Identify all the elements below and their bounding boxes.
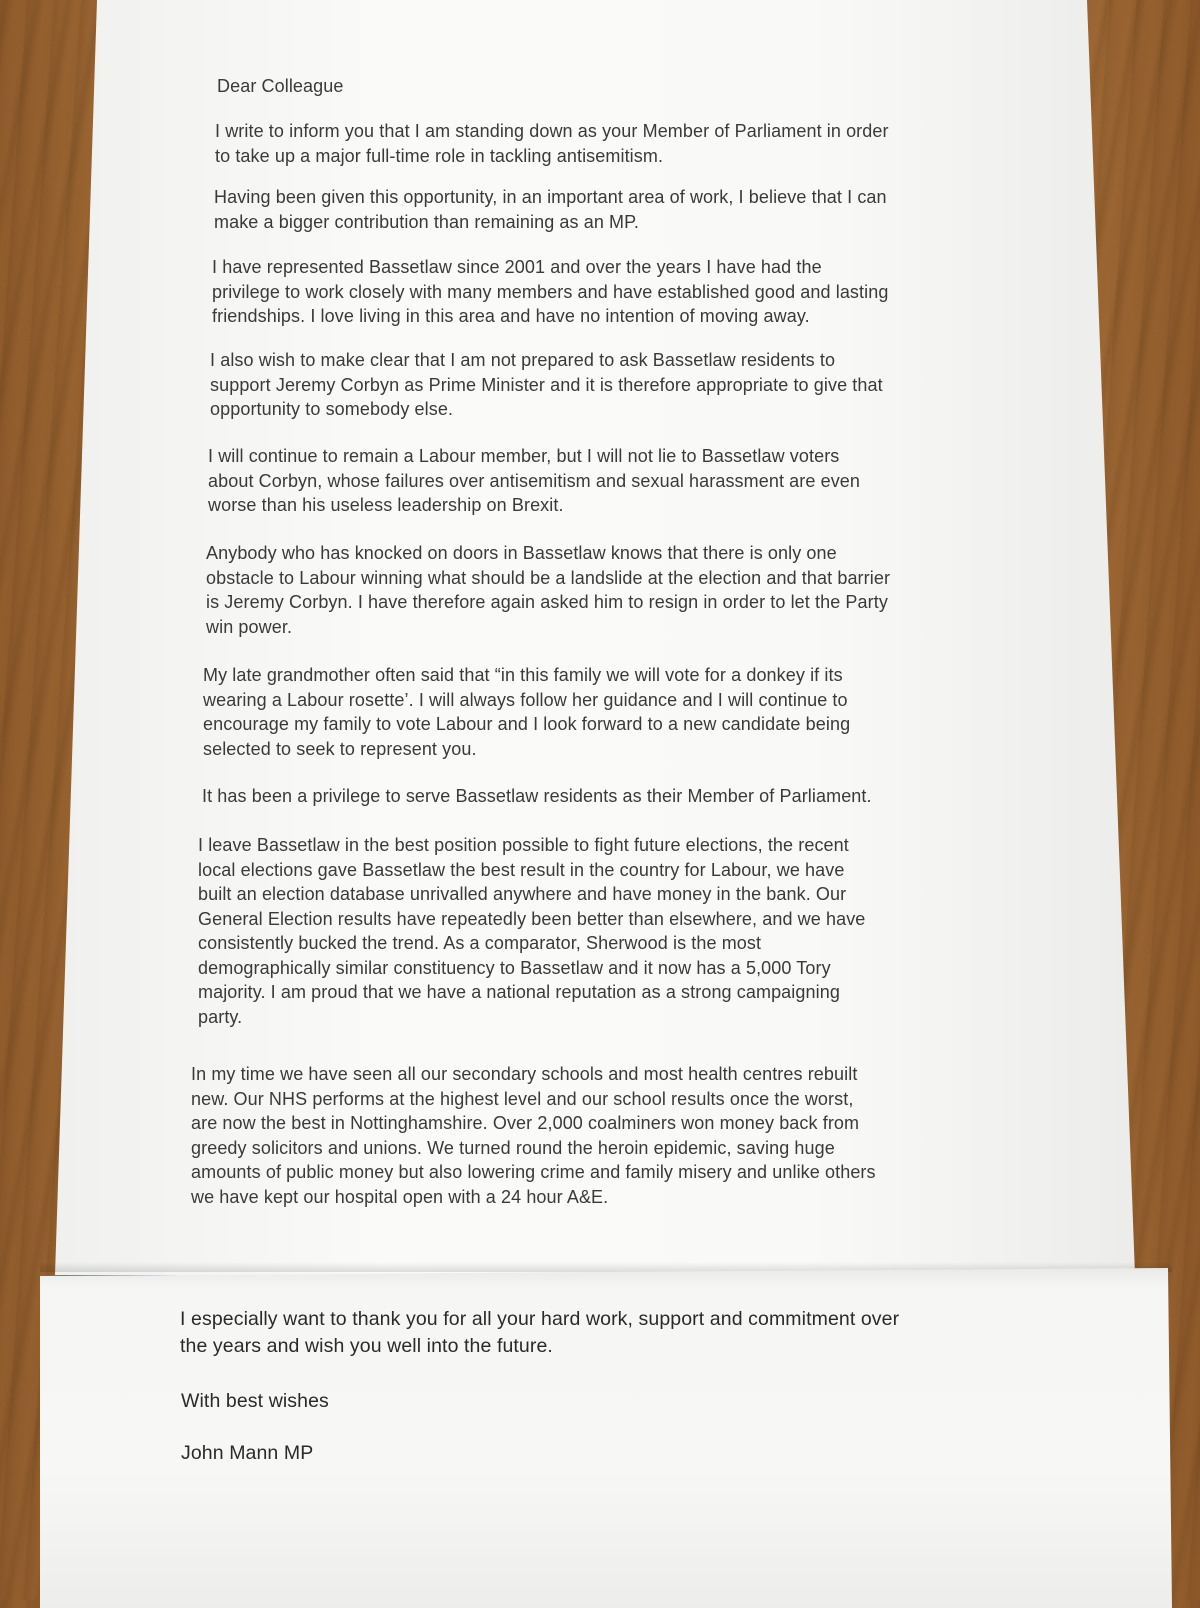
paragraph-9: I leave Bassetlaw in the best position possible to fight future elections, the recent local elections gave Bassetlaw the best result in the country for Labour, we have built an election database unrivalled anywhere and have money in the bank. Our General Election results have repeatedly been better than elsewhere, and we have consistently bucked the trend. As a comparator, Sherwood is the most demographically similar constituency to Bassetlaw and it now has a 5,000 Tory majority. I am proud that we have a national reputation as a strong campaigning party.	[198, 835, 866, 1027]
paragraph-2: Having been given this opportunity, in an important area of work, I believe that I can make a bigger contribution than remaining as an MP.	[214, 187, 887, 232]
paragraph-4: I also wish to make clear that I am not prepared to ask Bassetlaw residents to support Jeremy Corbyn as Prime Minister and it is therefore appropriate to give that opportunity to somebody else.	[210, 350, 883, 419]
closing-paragraph: I especially want to thank you for all your hard work, support and commitment over the years and wish you well into the future.	[180, 1308, 900, 1357]
paragraph-5: I will continue to remain a Labour member, but I will not lie to Bassetlaw voters about Corbyn, whose failures over antisemitism and sexual harassment are even worse than his useless leadership on Brexit.	[208, 446, 861, 515]
paragraph-7: My late grandmother often said that “in this family we will vote for a donkey if its wearing a Labour rosette’. I will always follow her guidance and I will continue to encourage my family to vote Labour and I look forward to a new candidate being selected to seek to represent you.	[203, 665, 851, 759]
paragraph-10: In my time we have seen all our secondary schools and most health centres rebuilt new. Our NHS performs at the highest level and our school results once the worst, are now the best in Nottinghamshire. Over 2,000 coalminers won money back from greedy solicitors and unions. We turned round the heroin epidemic, saving huge amounts of public money but also lowering crime and family misery and unlike others we have kept our hospital open with a 24 hour A&E.	[191, 1064, 876, 1207]
paragraph-1: I write to inform you that I am standing down as your Member of Parliament in order to take up a major full-time role in tackling antisemitism.	[215, 121, 889, 166]
paragraph-8: It has been a privilege to serve Bassetlaw residents as their Member of Parliament.	[202, 786, 872, 806]
paragraph-3: I have represented Bassetlaw since 2001 and over the years I have had the privilege to work closely with many members and have established good and lasting friendships. I love living in this area and have no intention of moving away.	[212, 257, 889, 326]
salutation: Dear Colleague	[217, 76, 344, 96]
paragraph-6: Anybody who has knocked on doors in Bassetlaw knows that there is only one obstacle to Labour winning what should be a landslide at the election and that barrier is Jeremy Corbyn. I have therefore again asked him to resign in order to let the Party win power.	[206, 543, 891, 637]
sign-off: With best wishes	[181, 1390, 329, 1412]
signature: John Mann MP	[181, 1442, 314, 1464]
